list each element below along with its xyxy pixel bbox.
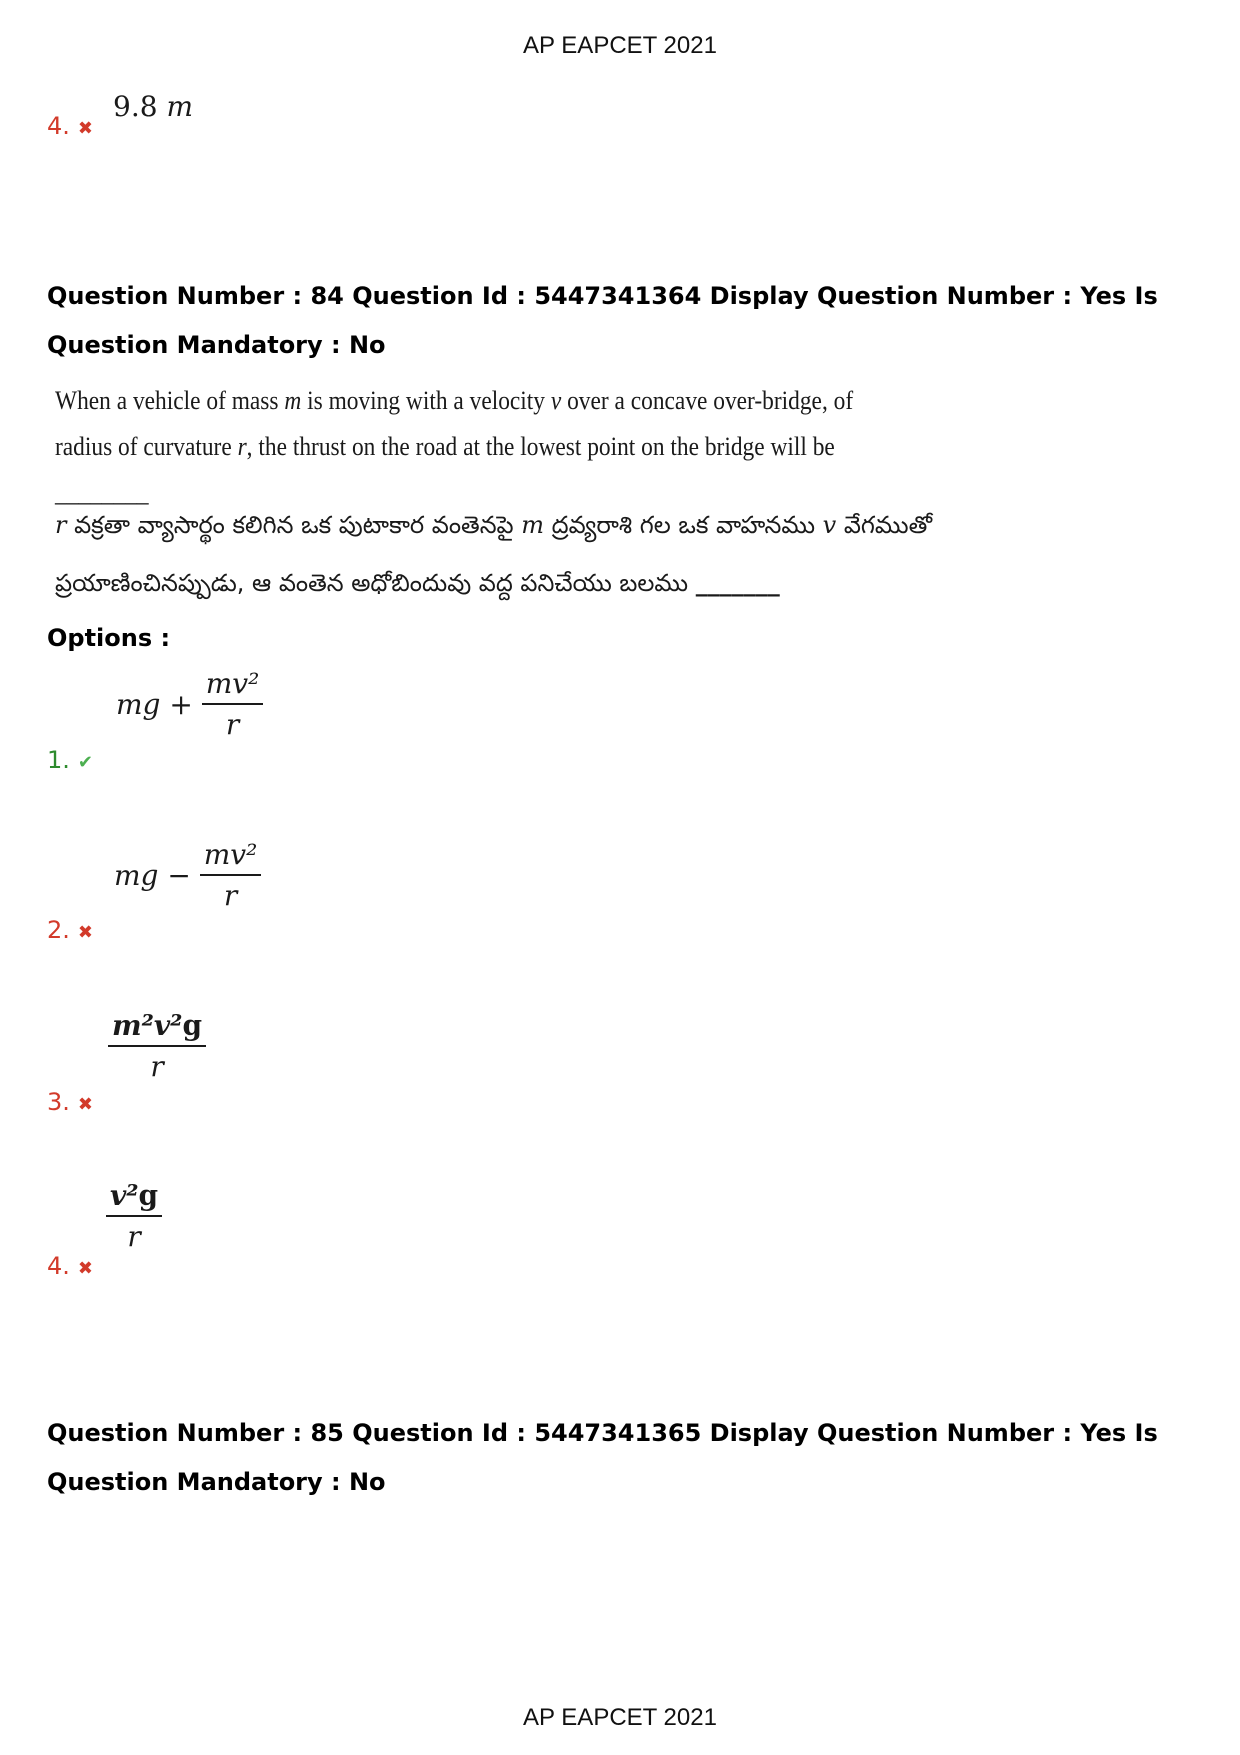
option-3-expression [108, 1010, 206, 1083]
fraction: $\frac{\text{mv²}}{r}$ [202, 668, 264, 741]
option-number: 4. [47, 112, 70, 140]
option-1 [47, 746, 93, 774]
prev-option-4-value: 9.8 m [113, 90, 193, 123]
option-3 [47, 1088, 93, 1116]
option-2-expression: mg − $\frac{\text{mv²}}{r}$ [114, 839, 261, 912]
fraction: $\frac{\text{v²g}}{r}$ [106, 1180, 162, 1253]
cross-icon: ✖ [77, 922, 93, 943]
page-header: AP EAPCET 2021 [523, 32, 717, 59]
option-4 [47, 1252, 93, 1280]
option-number: 3. [47, 1088, 70, 1116]
prev-option-4 [47, 112, 93, 140]
option-4-expression [106, 1180, 162, 1253]
option-1-expression: mg + $\frac{\text{mv²}}{r}$ [116, 668, 263, 741]
cross-icon: ✖ [77, 1258, 93, 1279]
question-84-text-en: When a vehicle of mass m is moving with a velocity v over a concave over-bridge, of radius of curvature r, the thrust on the road at the lowest point on the bridge will be ________ [55, 386, 854, 507]
option-number: 2. [47, 916, 70, 944]
check-icon: ✔ [77, 752, 93, 773]
options-label: Options : [47, 624, 171, 652]
cross-icon: ✖ [77, 1094, 93, 1115]
page-footer: AP EAPCET 2021 [523, 1704, 717, 1731]
option-2 [47, 916, 93, 944]
fraction: $\frac{\text{m²v²g}}{r}$ [108, 1010, 206, 1083]
option-number: 1. [47, 746, 70, 774]
question-84-text-te: r వక్రతా వ్యాసార్థం కలిగిన ఒక పుటాకార వంతెనపై m ద్రవ్యరాశి గల ఒక వాహనము v వేగముతో ప్రయాణించినప్పుడు, ఆ వంతెన అధోబిందువు వద్ద పనిచేయు బలము _______ [55, 511, 933, 597]
question-84-header: Question Number : 84 Question Id : 5447341364 Display Question Number : Yes Is Question Mandatory : No [47, 282, 1158, 359]
question-85-header: Question Number : 85 Question Id : 5447341365 Display Question Number : Yes Is Question Mandatory : No [47, 1419, 1158, 1496]
option-number: 4. [47, 1252, 70, 1280]
fraction: $\frac{\text{mv²}}{r}$ [200, 839, 262, 912]
cross-icon: ✖ [77, 118, 93, 139]
